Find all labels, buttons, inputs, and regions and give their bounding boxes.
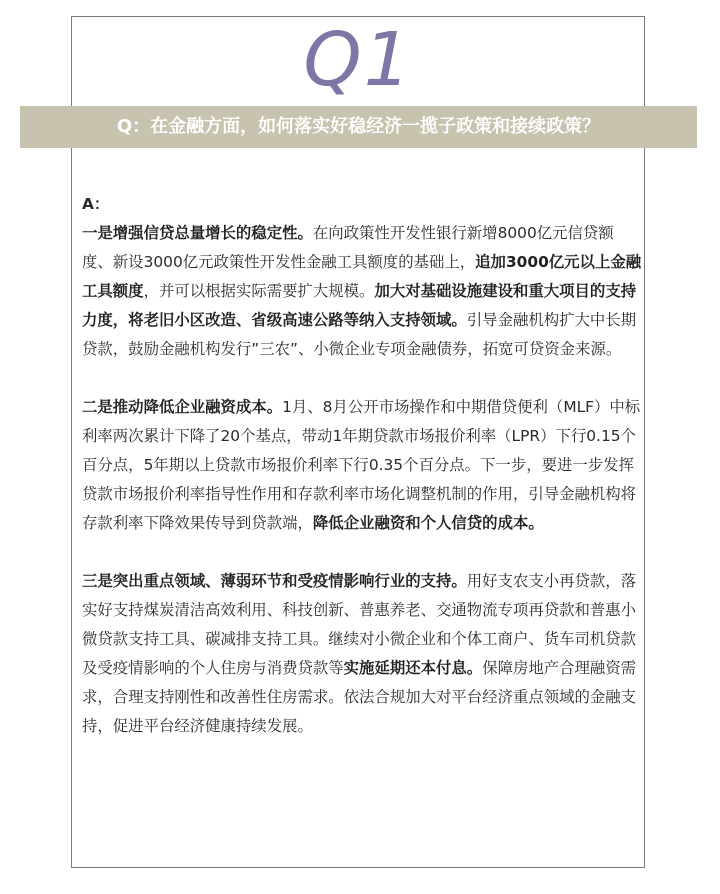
question-number: Q1 [303, 17, 413, 103]
answer-paragraph-2 [82, 393, 644, 538]
para1-seg3: 追加3000亿元以上金融工具额度 [82, 253, 642, 300]
question-banner [20, 106, 697, 148]
paragraph-gap [82, 538, 644, 567]
para3-seg1: 三是突出重点领域、薄弱环节和受疫情影响行业的支持。 [82, 572, 467, 590]
para1-seg2: 在向政策性开发性银行新增8000亿元信贷额度、新设3000亿元政策性开发性金融工具额度的基础上， [82, 224, 614, 271]
answer-paragraph-1 [82, 219, 644, 364]
question-text: Q：在金融方面，如何落实好稳经济一揽子政策和接续政策？ [116, 116, 601, 137]
answer-paragraph-3 [82, 567, 644, 741]
para1-seg5: 加大对基础设施建设和重大项目的支持力度，将老旧小区改造、省级高速公路等纳入支持领域。 [82, 282, 637, 329]
para2-seg3: 降低企业融资和个人信贷的成本。 [312, 514, 544, 532]
paragraph-gap [82, 364, 644, 393]
para3-seg4: 保障房地产合理融资需求，合理支持刚性和改善性住房需求。依法合规加大对平台经济重点领域的金融支持，促进平台经济健康持续发展。 [82, 659, 637, 735]
para1-seg6: 引导金融机构扩大中长期贷款，鼓励金融机构发行”三农”、小微企业专项金融债券，拓宽可贷资金来源。 [82, 311, 637, 358]
para1-seg4: ，并可以根据实际需要扩大规模。 [143, 282, 375, 300]
answer-label: A： [82, 195, 110, 213]
para2-seg2: 1月、8月公开市场操作和中期借贷便利（MLF）中标利率两次累计下降了20个基点，带动1年期贷款市场报价利率（LPR）下行0.15个百分点，5年期以上贷款市场报价利率下行0.35个百分点。下一步，要进一步发挥贷款市场报价利率指导性作用和存款利率市场化调整机制的作用，引导金融机构将存款利率下降效果传导到贷款端， [82, 398, 641, 532]
answer-body [82, 190, 644, 741]
para2-seg1: 二是推动降低企业融资成本。 [82, 398, 283, 416]
para3-seg2: 用好支农支小再贷款，落实好支持煤炭清洁高效利用、科技创新、普惠养老、交通物流专项再贷款和普惠小微贷款支持工具、碳减排支持工具。继续对小微企业和个体工商户、货车司机贷款及受疫情影响的个人住房与消费贷款等 [82, 572, 637, 677]
para1-seg1: 一是增强信贷总量增长的稳定性。 [82, 224, 313, 242]
para3-seg3: 实施延期还本付息。 [343, 659, 483, 677]
